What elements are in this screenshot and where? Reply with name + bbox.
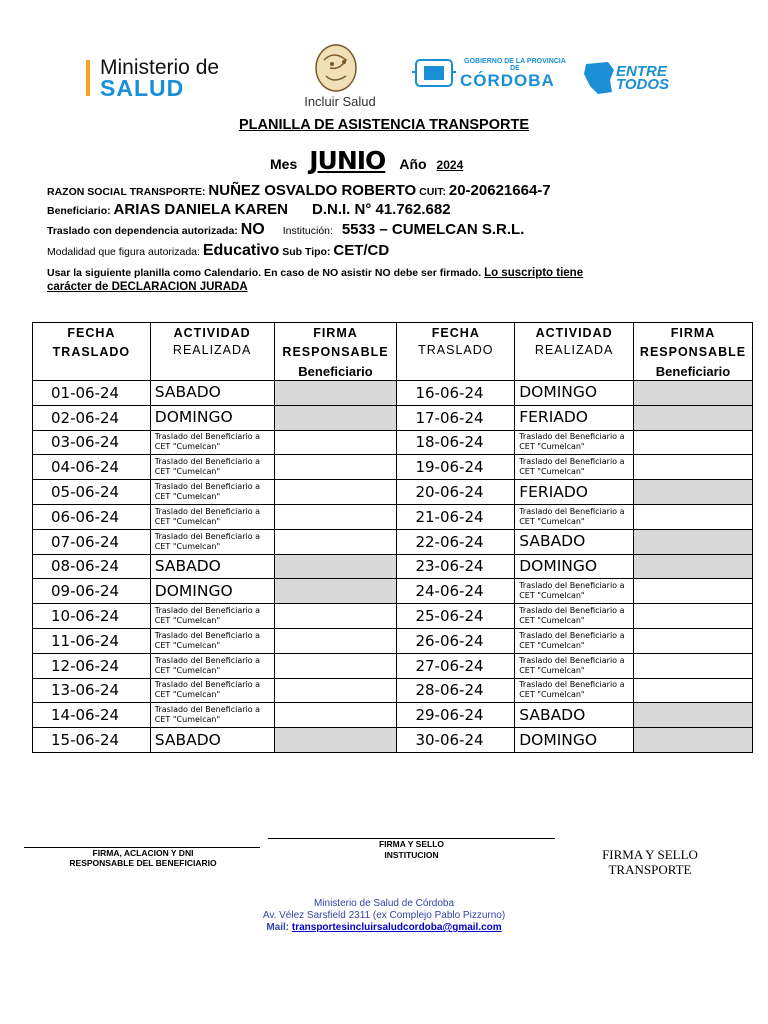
signature-cell[interactable] <box>634 728 753 753</box>
logo-accent-bar <box>86 60 90 96</box>
razon-value: NUÑEZ OSVALDO ROBERTO <box>208 182 417 199</box>
signature-cell[interactable] <box>274 405 397 430</box>
activity-text: DOMINGO <box>519 383 598 402</box>
activity-text: Traslado del Beneficiario a CET "Cumelcan" <box>519 655 625 675</box>
declaracion-text-2: carácter de DECLARACION JURADA <box>47 281 248 293</box>
activity-cell <box>150 405 274 430</box>
date-cell: 19-06-24 <box>397 455 515 480</box>
sig3-line1: FIRMA Y SELLO <box>602 847 698 862</box>
signature-cell[interactable] <box>634 480 753 505</box>
signature-cell[interactable] <box>274 529 397 554</box>
activity-text: FERIADO <box>519 408 589 427</box>
date-cell: 28-06-24 <box>397 678 515 703</box>
date-cell: 25-06-24 <box>397 604 515 629</box>
date-cell: 12-06-24 <box>33 653 151 678</box>
activity-text: DOMINGO <box>519 556 598 575</box>
gobierno-text: GOBIERNO DE LA PROVINCIA DE <box>464 57 566 72</box>
activity-cell <box>150 728 274 753</box>
sig1-line1: FIRMA, ACLACION Y DNI <box>92 848 194 858</box>
activity-cell <box>515 728 634 753</box>
signature-cell[interactable] <box>634 653 753 678</box>
date-cell: 10-06-24 <box>33 604 151 629</box>
activity-text: Traslado del Beneficiario a CET "Cumelcan" <box>154 457 261 477</box>
header-fecha-right: FECHA TRASLADO <box>397 323 515 381</box>
signature-cell[interactable] <box>634 455 753 480</box>
activity-cell <box>150 604 274 629</box>
signature-cell[interactable] <box>274 554 397 579</box>
attendance-table <box>32 322 753 753</box>
activity-text: Traslado del Beneficiario a CET "Cumelcan" <box>154 655 261 675</box>
instructions-note <box>47 266 583 294</box>
signature-cell[interactable] <box>274 678 397 703</box>
beneficiario-line <box>47 201 451 219</box>
gobierno-cordoba-logo <box>412 56 570 90</box>
activity-cell <box>515 455 634 480</box>
activity-cell <box>150 381 274 406</box>
date-cell: 30-06-24 <box>397 728 515 753</box>
activity-cell <box>515 703 634 728</box>
cordoba-shield-icon <box>412 56 456 90</box>
activity-cell <box>150 678 274 703</box>
activity-text: Traslado del Beneficiario a CET "Cumelcan" <box>519 606 625 626</box>
signature-cell[interactable] <box>634 381 753 406</box>
table-row <box>33 381 753 406</box>
activity-cell <box>515 678 634 703</box>
date-cell: 27-06-24 <box>397 653 515 678</box>
activity-cell <box>515 653 634 678</box>
razon-social-line <box>47 182 551 200</box>
activity-cell <box>515 405 634 430</box>
activity-cell <box>515 579 634 604</box>
date-cell: 18-06-24 <box>397 430 515 455</box>
activity-cell <box>150 703 274 728</box>
incluir-salud-logo <box>290 42 390 110</box>
activity-text: Traslado del Beneficiario a CET "Cumelcan" <box>154 506 261 526</box>
date-cell: 14-06-24 <box>33 703 151 728</box>
activity-text: Traslado del Beneficiario a CET "Cumelcan" <box>519 630 625 650</box>
activity-text: SABADO <box>154 556 221 575</box>
beneficiario-value: ARIAS DANIELA KAREN <box>113 201 288 218</box>
date-cell: 01-06-24 <box>33 381 151 406</box>
table-row <box>33 405 753 430</box>
signature-cell[interactable] <box>274 455 397 480</box>
table-row <box>33 504 753 529</box>
table-row <box>33 604 753 629</box>
header-actividad-right: ACTIVIDAD REALIZADA <box>515 323 634 381</box>
header-fecha-left: FECHA TRASLADO <box>33 323 151 381</box>
date-cell: 08-06-24 <box>33 554 151 579</box>
signature-transporte <box>580 847 720 877</box>
activity-text: SABADO <box>519 532 586 551</box>
footer-ministerio: Ministerio de Salud de Córdoba <box>313 898 455 909</box>
date-cell: 26-06-24 <box>397 628 515 653</box>
header-firma-left: FIRMA RESPONSABLE Beneficiario <box>274 323 397 381</box>
sig3-line2: TRANSPORTE <box>608 862 692 877</box>
beneficiario-label: Beneficiario: <box>47 205 114 217</box>
declaracion-text-1: Lo suscripto tiene <box>484 267 584 279</box>
header-firma-right: FIRMA RESPONSABLE Beneficiario <box>634 323 753 381</box>
signature-cell[interactable] <box>274 703 397 728</box>
logo-ministerio-text: Ministerio de <box>100 56 220 79</box>
activity-text: Traslado del Beneficiario a CET "Cumelcan" <box>519 680 625 700</box>
footer-address: Av. Vélez Sarsfield 2311 (ex Complejo Pablo Pizzurno) <box>262 910 506 921</box>
sig1-line2: RESPONSABLE DEL BENEFICIARIO <box>69 858 217 868</box>
signature-institucion <box>268 839 555 861</box>
signature-cell[interactable] <box>634 430 753 455</box>
table-header-row <box>33 323 753 381</box>
mail-label: Mail: <box>266 922 292 933</box>
mes-label: Mes <box>270 156 298 172</box>
date-cell: 03-06-24 <box>33 430 151 455</box>
activity-cell <box>150 504 274 529</box>
activity-cell <box>515 381 634 406</box>
signature-cell[interactable] <box>634 579 753 604</box>
table-row <box>33 554 753 579</box>
activity-text: DOMINGO <box>154 408 233 427</box>
entre-text: ENTRE <box>616 63 667 80</box>
activity-text: DOMINGO <box>519 730 598 749</box>
signature-cell[interactable] <box>634 504 753 529</box>
signature-cell[interactable] <box>274 653 397 678</box>
ano-label: Año <box>399 156 427 172</box>
activity-text: Traslado del Beneficiario a CET "Cumelcan" <box>154 531 261 551</box>
activity-text: SABADO <box>154 730 221 749</box>
date-cell: 17-06-24 <box>397 405 515 430</box>
entre-todos-logo <box>582 60 669 96</box>
todos-text: TODOS <box>616 76 670 93</box>
mail-link[interactable]: transportesincluirsaludcordoba@gmail.com <box>291 922 502 933</box>
sig2-line2: INSTITUCION <box>384 850 439 860</box>
activity-text: Traslado del Beneficiario a CET "Cumelcan" <box>154 680 261 700</box>
incluir-salud-emblem-icon <box>290 42 390 96</box>
province-map-icon <box>582 60 618 96</box>
mes-value: JUNIO <box>309 146 386 175</box>
activity-cell <box>150 455 274 480</box>
date-cell: 06-06-24 <box>33 504 151 529</box>
activity-text: Traslado del Beneficiario a CET "Cumelcan" <box>519 581 625 601</box>
date-cell: 16-06-24 <box>397 381 515 406</box>
activity-text: Traslado del Beneficiario a CET "Cumelcan" <box>519 457 625 477</box>
table-row <box>33 678 753 703</box>
footer-mail <box>0 922 768 934</box>
activity-cell <box>150 554 274 579</box>
dni-value: D.N.I. N° 41.762.682 <box>311 201 451 218</box>
date-cell: 13-06-24 <box>33 678 151 703</box>
signature-cell[interactable] <box>634 529 753 554</box>
activity-cell <box>515 628 634 653</box>
period-row <box>270 146 463 175</box>
table-row <box>33 480 753 505</box>
date-cell: 21-06-24 <box>397 504 515 529</box>
institucion-label: Institución: <box>282 225 336 237</box>
traslado-line <box>47 221 524 239</box>
date-cell: 11-06-24 <box>33 628 151 653</box>
date-cell: 20-06-24 <box>397 480 515 505</box>
activity-cell <box>150 430 274 455</box>
table-row <box>33 430 753 455</box>
signature-cell[interactable] <box>274 728 397 753</box>
date-cell: 24-06-24 <box>397 579 515 604</box>
activity-text: SABADO <box>154 383 221 402</box>
activity-text: Traslado del Beneficiario a CET "Cumelcan" <box>154 606 261 626</box>
activity-cell <box>150 653 274 678</box>
traslado-value: NO <box>240 221 265 238</box>
signature-cell[interactable] <box>634 554 753 579</box>
date-cell: 15-06-24 <box>33 728 151 753</box>
signature-cell[interactable] <box>274 381 397 406</box>
activity-cell <box>150 628 274 653</box>
signature-cell[interactable] <box>634 604 753 629</box>
activity-text: FERIADO <box>519 482 589 501</box>
modalidad-line <box>47 242 389 260</box>
table-row <box>33 703 753 728</box>
ano-value: 2024 <box>436 158 464 172</box>
activity-cell <box>515 554 634 579</box>
subtipo-value: CET/CD <box>333 242 390 259</box>
institucion-value: 5533 – CUMELCAN S.R.L. <box>341 221 525 238</box>
cuit-value: 20-20621664-7 <box>448 182 551 199</box>
table-row <box>33 628 753 653</box>
activity-text: Traslado del Beneficiario a CET "Cumelcan" <box>154 630 261 650</box>
table-row <box>33 455 753 480</box>
date-cell: 09-06-24 <box>33 579 151 604</box>
signature-beneficiario <box>24 848 262 868</box>
razon-label: RAZON SOCIAL TRANSPORTE: <box>47 186 209 198</box>
activity-cell <box>515 430 634 455</box>
activity-text: Traslado del Beneficiario a CET "Cumelcan" <box>519 432 625 452</box>
date-cell: 07-06-24 <box>33 529 151 554</box>
activity-text: SABADO <box>519 705 586 724</box>
activity-cell <box>515 480 634 505</box>
signature-cell[interactable] <box>274 579 397 604</box>
sig2-line1: FIRMA Y SELLO <box>378 839 445 849</box>
modalidad-label: Modalidad que figura autorizada: <box>47 246 203 258</box>
signature-cell[interactable] <box>274 504 397 529</box>
note-text: Usar la siguiente planilla como Calendario. En caso de NO asistir NO debe ser firmado. <box>47 267 485 279</box>
date-cell: 04-06-24 <box>33 455 151 480</box>
traslado-label: Traslado con dependencia autorizada: <box>47 225 241 237</box>
date-cell: 22-06-24 <box>397 529 515 554</box>
ministerio-salud-logo <box>86 56 220 101</box>
signature-cell[interactable] <box>274 430 397 455</box>
activity-cell <box>515 604 634 629</box>
table-row <box>33 529 753 554</box>
activity-cell <box>150 579 274 604</box>
subtipo-label: Sub Tipo: <box>279 246 334 258</box>
date-cell: 02-06-24 <box>33 405 151 430</box>
signature-cell[interactable] <box>634 678 753 703</box>
header-actividad-left: ACTIVIDAD REALIZADA <box>150 323 274 381</box>
date-cell: 23-06-24 <box>397 554 515 579</box>
date-cell: 29-06-24 <box>397 703 515 728</box>
activity-cell <box>150 480 274 505</box>
cordoba-text: CÓRDOBA <box>460 70 555 90</box>
signature-cell[interactable] <box>634 405 753 430</box>
activity-text: DOMINGO <box>154 581 233 600</box>
activity-text: Traslado del Beneficiario a CET "Cumelcan" <box>154 432 261 452</box>
table-row <box>33 579 753 604</box>
signature-cell[interactable] <box>274 604 397 629</box>
activity-text: Traslado del Beneficiario a CET "Cumelcan" <box>154 705 261 725</box>
activity-text: Traslado del Beneficiario a CET "Cumelcan" <box>154 482 261 502</box>
activity-text: Traslado del Beneficiario a CET "Cumelcan" <box>519 506 625 526</box>
table-row <box>33 653 753 678</box>
cuit-label: CUIT: <box>416 186 449 198</box>
logo-salud-text: SALUD <box>100 75 185 101</box>
date-cell: 05-06-24 <box>33 480 151 505</box>
incluir-salud-label: Incluir Salud <box>304 94 376 109</box>
table-row <box>33 728 753 753</box>
signature-cell[interactable] <box>274 480 397 505</box>
activity-cell <box>515 529 634 554</box>
signature-cell[interactable] <box>634 628 753 653</box>
modalidad-value: Educativo <box>202 242 280 259</box>
activity-cell <box>515 504 634 529</box>
footer <box>0 898 768 934</box>
signature-cell[interactable] <box>274 628 397 653</box>
signature-cell[interactable] <box>634 703 753 728</box>
activity-cell <box>150 529 274 554</box>
page-title: PLANILLA DE ASISTENCIA TRANSPORTE <box>238 117 529 133</box>
